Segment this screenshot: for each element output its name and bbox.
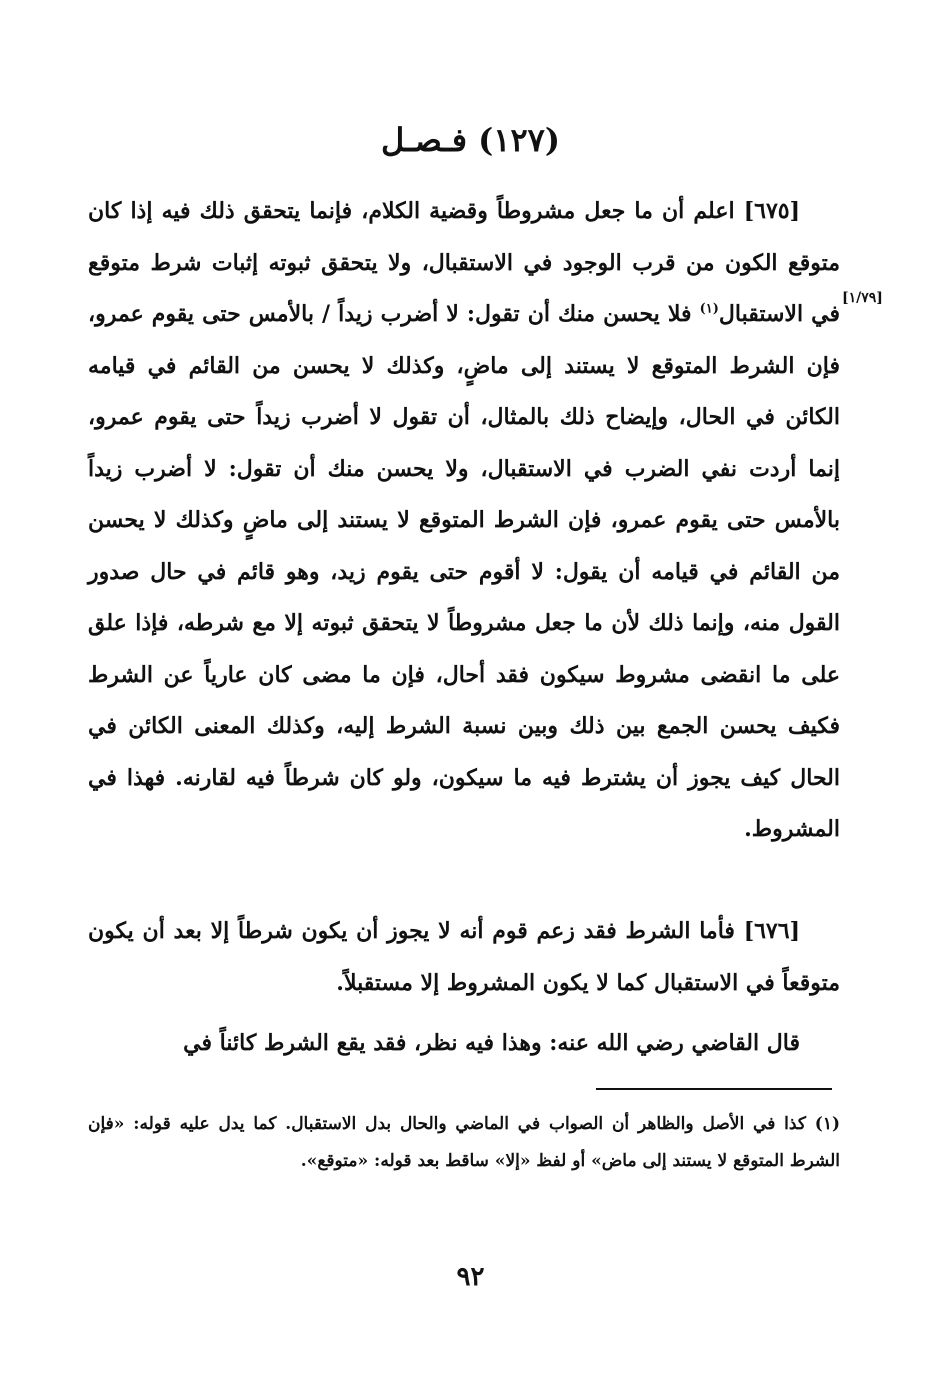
paragraph-text: اعلم أن ما جعل مشروطاً وقضية الكلام، فإنما يتحقق ذلك فيه إذا كان متوقع الكون من قرب الوجود في الاستقبال، ولا يتحقق ثبوته إثبات شرط متوقع في الاستقبال xyxy=(88,198,841,327)
paragraph-text: قال القاضي رضي الله عنه: وهذا فيه نظر، فقد يقع الشرط كائناً في xyxy=(183,1030,800,1056)
page-number: ٩٢ xyxy=(456,1262,485,1292)
footnote-reference: (١) xyxy=(699,301,719,317)
chapter-title: (١٢٧) فـصـل xyxy=(380,121,560,159)
paragraph-text-continued: فلا يحسن منك أن تقول: لا أضرب زيداً / بالأمس حتى يقوم عمرو، فإن الشرط المتوقع لا يستند إلى ماضٍ، وكذلك لا يحسن من القائم في قيامه الكائن في الحال، وإيضاح ذلك بالمثال، أن تقول لا أضرب زيداً حتى يقوم عمرو، إنما أردت نفي الضرب في الاستقبال، ولا يحسن منك أن تقول: لا أضرب زيداً بالأمس حتى يقوم عمرو، فإن الشرط المتوقع لا يستند إلى ماضٍ وكذلك لا يحسن من القائم في قيامه أن يقول: لا أقوم حتى يقوم زيد، وهو قائم في حال صدور القول منه، وإنما ذلك لأن ما جعل مشروطاً لا يتحقق ثبوته إلا مع شرطه، فإذا علق على ما انقضى مشروط سيكون فقد أحال، فإن ما مضى كان عارياً عن الشرط فكيف يحسن الجمع بين ذلك وبين نسبة الشرط إليه، وكذلك المعنى الكائن في الحال كيف يجوز أن يشترط فيه ما سيكون، ولو كان شرطاً فيه لقارنه. فهذا في المشروط. xyxy=(88,301,841,842)
paragraph-text: فأما الشرط فقد زعم قوم أنه لا يجوز أن يكون شرطاً إلا بعد أن يكون متوقعاً في الاستقبال كما لا يكون المشروط إلا مستقبلاً. xyxy=(88,918,840,996)
paragraph-number: [٦٧٦] xyxy=(743,918,800,944)
footnote: (١) كذا في الأصل والظاهر أن الصواب في الماضي والحال بدل الاستقبال. كما يدل عليه قوله: «فإن الشرط المتوقع لا يستند إلى ماض» أو لفظ «إلا» ساقط بعد قوله: «متوقع». xyxy=(88,1114,840,1171)
paragraph-judge-statement xyxy=(88,1018,840,1070)
paragraph-675 xyxy=(88,186,840,856)
margin-folio-note: [١/٧٩] xyxy=(842,290,883,306)
paragraph-676 xyxy=(88,906,840,1009)
paragraph-number: [٦٧٥] xyxy=(743,198,800,224)
footnote-separator xyxy=(596,1088,832,1090)
